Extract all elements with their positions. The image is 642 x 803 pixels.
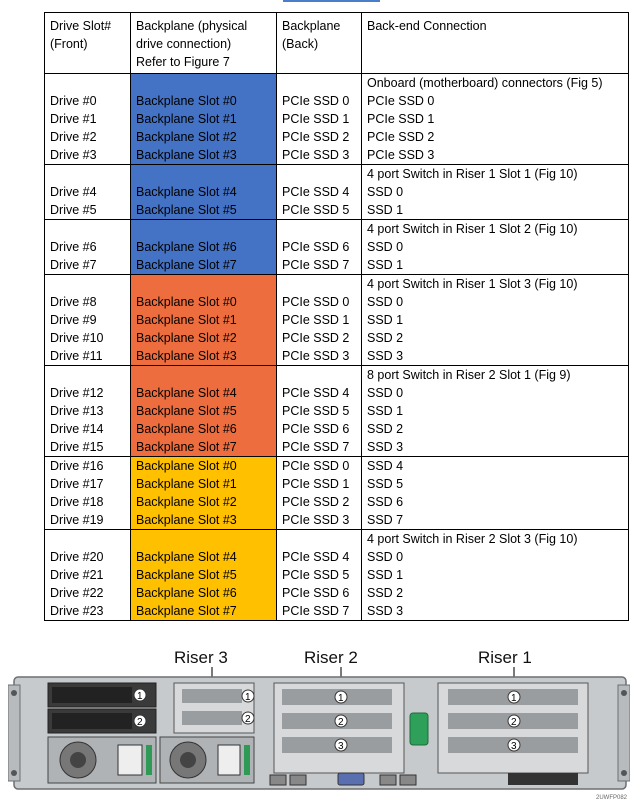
backplane-slot-cell-line: Backplane Slot #6 <box>136 586 237 600</box>
callout-riser3-2: 2 <box>245 714 251 725</box>
backplane-slot-cell-line: Backplane Slot #5 <box>136 568 237 582</box>
callout-riser2-1: 1 <box>338 693 344 704</box>
backend-connection-cell-line: SSD 0 <box>367 386 404 400</box>
drive-slot-cell-line: Drive #20 <box>50 550 104 564</box>
backplane-slot-cell-line: Backplane Slot #6 <box>136 240 237 254</box>
backplane-slot-cell-line: Backplane Slot #4 <box>136 550 237 564</box>
backplane-slot-cell-line: Backplane Slot #5 <box>136 203 237 217</box>
backplane-slot-cell-line: Backplane Slot #3 <box>136 349 237 363</box>
drive-slot-cell-line: Drive #22 <box>50 586 104 600</box>
table-row <box>45 74 629 165</box>
riser-1-label: Riser 1 <box>478 648 532 667</box>
backplane-back-cell-line: PCIe SSD 7 <box>282 440 350 454</box>
table-row <box>45 457 629 530</box>
drive-slot-cell-line: Drive #0 <box>50 94 97 108</box>
drive-slot-cell-line: Drive #6 <box>50 240 97 254</box>
backplane-back-cell-line: PCIe SSD 7 <box>282 258 350 272</box>
header-cell-line: drive connection) <box>136 37 232 51</box>
backplane-back-cell-line: PCIe SSD 2 <box>282 331 350 345</box>
backend-connection-cell-line: SSD 3 <box>367 440 404 454</box>
backend-connection-cell-line: SSD 3 <box>367 604 404 618</box>
backplane-back-cell-line: PCIe SSD 7 <box>282 604 350 618</box>
drive-slot-cell-line: Drive #9 <box>50 313 97 327</box>
table-row <box>45 165 629 220</box>
backend-connection-cell <box>362 220 629 275</box>
connection-title: Onboard (motherboard) connectors (Fig 5) <box>367 76 603 90</box>
drive-slot-cell <box>45 530 131 621</box>
backplane-back-cell-line: PCIe SSD 1 <box>282 112 350 126</box>
drive-slot-cell-line: Drive #10 <box>50 331 104 345</box>
backplane-back-cell-line: PCIe SSD 3 <box>282 148 350 162</box>
table-row <box>45 220 629 275</box>
drive-slot-cell-line: Drive #18 <box>50 495 104 509</box>
backend-connection-cell <box>362 74 629 165</box>
backplane-back-cell-line: PCIe SSD 1 <box>282 477 350 491</box>
drive-slot-cell-line: Drive #4 <box>50 185 97 199</box>
backplane-back-cell <box>277 366 362 457</box>
drive-slot-cell-line: Drive #12 <box>50 386 104 400</box>
backend-connection-cell-line: SSD 1 <box>367 568 404 582</box>
drive-slot-cell-line: Drive #8 <box>50 295 97 309</box>
drive-slot-cell-line: Drive #7 <box>50 258 97 272</box>
backplane-slot-cell-line: Backplane Slot #3 <box>136 513 237 527</box>
backplane-slot-cell <box>131 530 277 621</box>
drive-slot-cell-line: Drive #1 <box>50 112 97 126</box>
backplane-slot-cell <box>131 457 277 530</box>
drive-slot-cell-line: Drive #14 <box>50 422 104 436</box>
header-cell <box>277 13 362 74</box>
drive-slot-cell-line: Drive #13 <box>50 404 104 418</box>
backplane-slot-cell-line: Backplane Slot #7 <box>136 604 237 618</box>
backend-connection-cell-line: SSD 1 <box>367 313 404 327</box>
drive-slot-cell-line: Drive #16 <box>50 459 104 473</box>
drive-slot-cell-line: Drive #17 <box>50 477 104 491</box>
backend-connection-cell-line: SSD 4 <box>367 459 404 473</box>
backplane-slot-cell-line: Backplane Slot #2 <box>136 130 237 144</box>
drive-slot-cell-line: Drive #11 <box>50 349 103 363</box>
backplane-back-cell-line: PCIe SSD 6 <box>282 586 350 600</box>
backplane-slot-cell-line: Backplane Slot #1 <box>136 112 237 126</box>
backend-connection-cell-line: SSD 3 <box>367 349 404 363</box>
backplane-slot-cell <box>131 275 277 366</box>
backplane-back-cell-line: PCIe SSD 2 <box>282 130 350 144</box>
backplane-slot-cell-line: Backplane Slot #1 <box>136 313 237 327</box>
backplane-slot-cell-line: Backplane Slot #7 <box>136 258 237 272</box>
backplane-back-cell-line: PCIe SSD 0 <box>282 295 350 309</box>
backend-connection-cell <box>362 530 629 621</box>
drive-slot-cell <box>45 220 131 275</box>
backend-connection-cell-line: SSD 1 <box>367 258 404 272</box>
connection-title: 4 port Switch in Riser 1 Slot 2 (Fig 10) <box>367 222 578 236</box>
backplane-back-cell-line: PCIe SSD 5 <box>282 404 350 418</box>
backplane-back-cell-line: PCIe SSD 0 <box>282 94 350 108</box>
connection-title: 8 port Switch in Riser 2 Slot 1 (Fig 9) <box>367 368 571 382</box>
backend-connection-cell-line: SSD 1 <box>367 404 404 418</box>
backplane-slot-cell-line: Backplane Slot #0 <box>136 295 237 309</box>
drive-slot-cell <box>45 165 131 220</box>
header-cell-line: Backplane <box>282 19 341 33</box>
backplane-back-cell <box>277 220 362 275</box>
backplane-slot-cell <box>131 366 277 457</box>
drive-slot-cell-line: Drive #3 <box>50 148 97 162</box>
drive-slot-cell <box>45 275 131 366</box>
backplane-slot-cell-line: Backplane Slot #3 <box>136 148 237 162</box>
backplane-slot-cell <box>131 165 277 220</box>
backend-connection-cell-line: SSD 1 <box>367 203 404 217</box>
backplane-back-cell-line: PCIe SSD 3 <box>282 349 350 363</box>
drive-slot-cell-line: Drive #21 <box>50 568 104 582</box>
backplane-slot-cell-line: Backplane Slot #2 <box>136 495 237 509</box>
drive-slot-cell-line: Drive #23 <box>50 604 104 618</box>
header-row <box>45 13 629 74</box>
backplane-back-cell-line: PCIe SSD 5 <box>282 568 350 582</box>
header-cell-line: (Back) <box>282 37 319 51</box>
callout-riser3-1: 1 <box>245 692 251 703</box>
header-cell-line: (Front) <box>50 37 88 51</box>
drive-slot-cell-line: Drive #5 <box>50 203 97 217</box>
callout-1-left: 1 <box>137 691 143 702</box>
backend-connection-cell <box>362 366 629 457</box>
drive-slot-cell-line: Drive #19 <box>50 513 104 527</box>
backend-connection-cell-line: SSD 6 <box>367 495 404 509</box>
table-row <box>45 366 629 457</box>
header-cell-line: Refer to Figure 7 <box>136 55 230 69</box>
figure-code: 2UWFP082 <box>596 795 628 801</box>
backend-connection-cell-line: SSD 0 <box>367 295 404 309</box>
drive-slot-cell <box>45 74 131 165</box>
backplane-slot-cell <box>131 74 277 165</box>
drive-slot-cell-line: Drive #15 <box>50 440 104 454</box>
backplane-back-cell-line: PCIe SSD 2 <box>282 495 350 509</box>
backend-connection-cell <box>362 165 629 220</box>
backplane-back-cell-line: PCIe SSD 0 <box>282 459 350 473</box>
backplane-back-cell <box>277 165 362 220</box>
backend-connection-cell-line: PCIe SSD 1 <box>367 112 435 126</box>
connection-title: 4 port Switch in Riser 1 Slot 3 (Fig 10) <box>367 277 578 291</box>
backplane-slot-cell-line: Backplane Slot #0 <box>136 459 237 473</box>
header-cell <box>45 13 131 74</box>
callout-riser1-3: 3 <box>511 741 517 752</box>
backend-connection-cell-line: SSD 2 <box>367 586 404 600</box>
backend-connection-cell-line: SSD 0 <box>367 550 404 564</box>
backend-connection-cell-line: SSD 2 <box>367 331 404 345</box>
backend-connection-cell-line: SSD 0 <box>367 185 404 199</box>
header-cell <box>362 13 629 74</box>
riser-2-label: Riser 2 <box>304 648 358 667</box>
header-cell-line: Back-end Connection <box>367 19 487 33</box>
callout-riser2-3: 3 <box>338 741 344 752</box>
backplane-slot-cell-line: Backplane Slot #2 <box>136 331 237 345</box>
backplane-back-cell-line: PCIe SSD 4 <box>282 185 350 199</box>
backend-connection-cell-line: SSD 7 <box>367 513 404 527</box>
backplane-back-cell-line: PCIe SSD 5 <box>282 203 350 217</box>
release-tab <box>410 713 428 745</box>
backplane-slot-cell-line: Backplane Slot #5 <box>136 404 237 418</box>
header-cell-line: Backplane (physical <box>136 19 248 33</box>
backplane-slot-cell-line: Backplane Slot #7 <box>136 440 237 454</box>
backend-connection-cell-line: SSD 5 <box>367 477 404 491</box>
backplane-back-cell <box>277 275 362 366</box>
backplane-back-cell-line: PCIe SSD 6 <box>282 240 350 254</box>
riser-3-label: Riser 3 <box>174 648 228 667</box>
drive-slot-cell <box>45 366 131 457</box>
callout-2-left: 2 <box>137 717 143 728</box>
backplane-slot-cell-line: Backplane Slot #4 <box>136 386 237 400</box>
callout-riser1-1: 1 <box>511 693 517 704</box>
connection-title: 4 port Switch in Riser 2 Slot 3 (Fig 10) <box>367 532 578 546</box>
header-rule <box>283 0 380 2</box>
backend-connection-cell <box>362 275 629 366</box>
backend-connection-cell-line: SSD 0 <box>367 240 404 254</box>
backplane-back-cell-line: PCIe SSD 6 <box>282 422 350 436</box>
backplane-back-cell <box>277 457 362 530</box>
backplane-back-cell <box>277 530 362 621</box>
backplane-back-cell-line: PCIe SSD 3 <box>282 513 350 527</box>
connection-title: 4 port Switch in Riser 1 Slot 1 (Fig 10) <box>367 167 578 181</box>
backplane-back-cell-line: PCIe SSD 4 <box>282 550 350 564</box>
backend-connection-cell-line: PCIe SSD 0 <box>367 94 435 108</box>
backplane-slot-cell <box>131 220 277 275</box>
backend-connection-cell-line: PCIe SSD 3 <box>367 148 435 162</box>
backplane-slot-cell-line: Backplane Slot #6 <box>136 422 237 436</box>
table-row <box>45 530 629 621</box>
drive-slot-cell <box>45 457 131 530</box>
header-cell-line: Drive Slot# <box>50 19 112 33</box>
backplane-back-cell-line: PCIe SSD 4 <box>282 386 350 400</box>
server-rear-figure <box>8 641 630 801</box>
callout-riser1-2: 2 <box>511 717 517 728</box>
backplane-back-cell-line: PCIe SSD 1 <box>282 313 350 327</box>
backplane-slot-cell-line: Backplane Slot #4 <box>136 185 237 199</box>
backend-connection-cell <box>362 457 629 530</box>
backplane-slot-cell-line: Backplane Slot #0 <box>136 94 237 108</box>
drive-slot-cell-line: Drive #2 <box>50 130 97 144</box>
power-supply-2 <box>160 737 254 783</box>
table-row <box>45 275 629 366</box>
backend-connection-cell-line: SSD 2 <box>367 422 404 436</box>
drive-mapping-table <box>44 12 629 621</box>
header-cell <box>131 13 277 74</box>
power-supply-1 <box>48 737 156 783</box>
callout-riser2-2: 2 <box>338 717 344 728</box>
backplane-slot-cell-line: Backplane Slot #1 <box>136 477 237 491</box>
backend-connection-cell-line: PCIe SSD 2 <box>367 130 435 144</box>
backplane-back-cell <box>277 74 362 165</box>
